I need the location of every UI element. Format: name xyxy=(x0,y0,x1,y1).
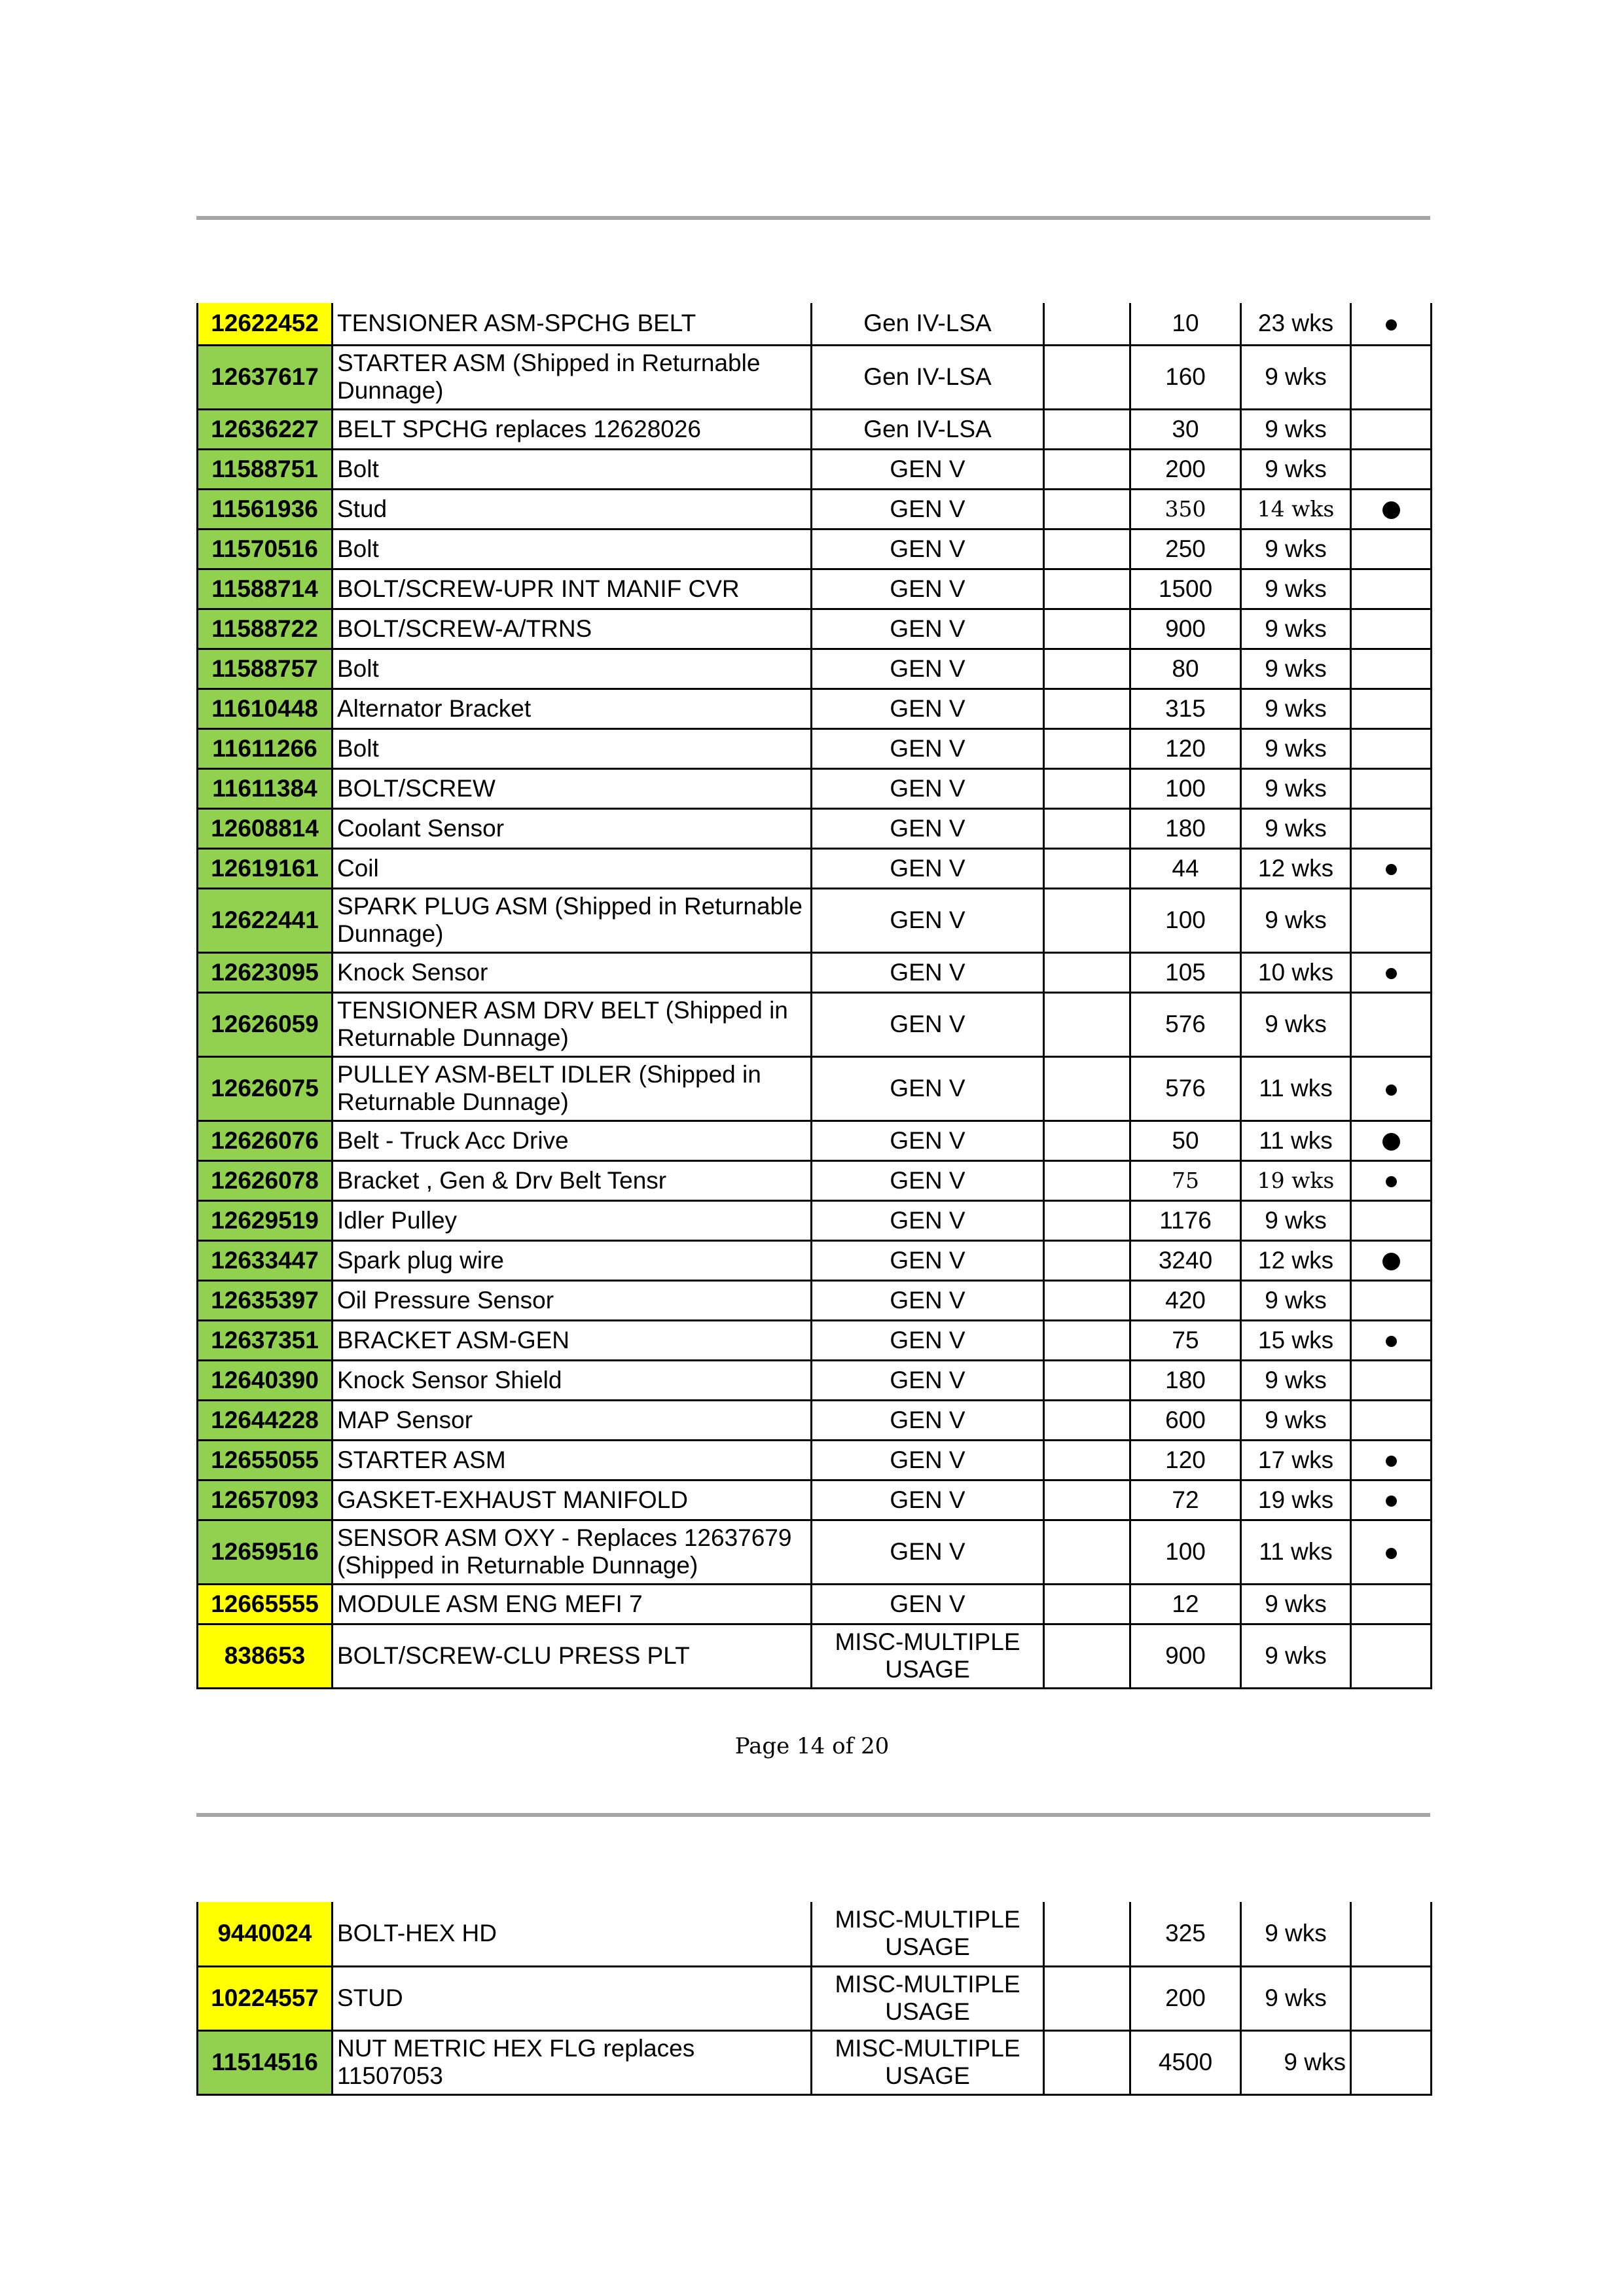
quantity-cell: 250 xyxy=(1130,529,1241,569)
platform-cell: Gen IV-LSA xyxy=(812,409,1044,449)
blank-cell xyxy=(1044,1360,1130,1400)
part-number-cell: 12626078 xyxy=(198,1160,333,1200)
description-cell: Idler Pulley xyxy=(333,1200,812,1240)
lead-time-cell: 9 wks xyxy=(1241,1400,1351,1440)
platform-cell: GEN V xyxy=(812,888,1044,952)
table-row xyxy=(198,848,1432,888)
bullet-cell xyxy=(1351,1400,1432,1440)
bullet-cell xyxy=(1351,609,1432,649)
blank-cell xyxy=(1044,1584,1130,1624)
part-number-cell: 12626075 xyxy=(198,1056,333,1121)
description-cell: BOLT/SCREW-A/TRNS xyxy=(333,609,812,649)
description-cell: Bolt xyxy=(333,529,812,569)
platform-cell: GEN V xyxy=(812,1280,1044,1320)
description-cell: BELT SPCHG replaces 12628026 xyxy=(333,409,812,449)
bullet-cell xyxy=(1351,1360,1432,1400)
part-number-cell: 11570516 xyxy=(198,529,333,569)
part-number-cell: 11588751 xyxy=(198,449,333,489)
bullet-cell xyxy=(1351,1480,1432,1520)
bullet-cell xyxy=(1351,1200,1432,1240)
lead-time-cell: 9 wks xyxy=(1241,1360,1351,1400)
table-row xyxy=(198,1360,1432,1400)
bullet-icon xyxy=(1382,1133,1400,1151)
platform-cell: GEN V xyxy=(812,808,1044,848)
lead-time-cell: 10 wks xyxy=(1241,952,1351,992)
lead-time-cell: 9 wks xyxy=(1241,1200,1351,1240)
parts-table-page-14 xyxy=(196,303,1432,1689)
description-cell: Bolt xyxy=(333,728,812,768)
quantity-cell: 1176 xyxy=(1130,1200,1241,1240)
description-cell: BRACKET ASM-GEN xyxy=(333,1320,812,1360)
platform-cell: MISC-MULTIPLE USAGE xyxy=(812,2030,1044,2094)
lead-time-cell: 19 wks xyxy=(1241,1480,1351,1520)
bullet-icon xyxy=(1386,319,1397,331)
part-number-cell: 9440024 xyxy=(198,1902,333,1966)
quantity-cell: 75 xyxy=(1130,1160,1241,1200)
part-number-cell: 12665555 xyxy=(198,1584,333,1624)
lead-time-cell: 23 wks xyxy=(1241,303,1351,345)
bullet-cell xyxy=(1351,1056,1432,1121)
bullet-icon xyxy=(1382,501,1400,519)
platform-cell: GEN V xyxy=(812,992,1044,1056)
quantity-cell: 900 xyxy=(1130,1624,1241,1688)
table-row xyxy=(198,1240,1432,1280)
bullet-cell xyxy=(1351,1902,1432,1966)
quantity-cell: 120 xyxy=(1130,1440,1241,1480)
quantity-cell: 576 xyxy=(1130,1056,1241,1121)
description-cell: Oil Pressure Sensor xyxy=(333,1280,812,1320)
bullet-cell xyxy=(1351,569,1432,609)
table-row xyxy=(198,689,1432,728)
table-row xyxy=(198,409,1432,449)
platform-cell: GEN V xyxy=(812,649,1044,689)
table-row xyxy=(198,1584,1432,1624)
table-row xyxy=(198,529,1432,569)
part-number-cell: 11561936 xyxy=(198,489,333,529)
quantity-cell: 4500 xyxy=(1130,2030,1241,2094)
quantity-cell: 350 xyxy=(1130,489,1241,529)
header-rule-bottom xyxy=(196,1813,1430,1817)
platform-cell: MISC-MULTIPLE USAGE xyxy=(812,1966,1044,2030)
lead-time-cell: 9 wks xyxy=(1241,768,1351,808)
platform-cell: GEN V xyxy=(812,1320,1044,1360)
description-cell: TENSIONER ASM DRV BELT (Shipped in Returnable Dunnage) xyxy=(333,992,812,1056)
platform-cell: GEN V xyxy=(812,1400,1044,1440)
blank-cell xyxy=(1044,1240,1130,1280)
blank-cell xyxy=(1044,848,1130,888)
platform-cell: GEN V xyxy=(812,1160,1044,1200)
lead-time-cell: 9 wks xyxy=(1241,808,1351,848)
part-number-cell: 12622441 xyxy=(198,888,333,952)
platform-cell: Gen IV-LSA xyxy=(812,303,1044,345)
description-cell: Bolt xyxy=(333,649,812,689)
platform-cell: GEN V xyxy=(812,1240,1044,1280)
blank-cell xyxy=(1044,1160,1130,1200)
parts-table-page-15 xyxy=(196,1902,1432,2096)
blank-cell xyxy=(1044,529,1130,569)
description-cell: Knock Sensor xyxy=(333,952,812,992)
lead-time-cell: 15 wks xyxy=(1241,1320,1351,1360)
description-cell: Coolant Sensor xyxy=(333,808,812,848)
platform-cell: GEN V xyxy=(812,689,1044,728)
lead-time-cell: 9 wks xyxy=(1241,409,1351,449)
blank-cell xyxy=(1044,768,1130,808)
part-number-cell: 12659516 xyxy=(198,1520,333,1584)
description-cell: STARTER ASM xyxy=(333,1440,812,1480)
blank-cell xyxy=(1044,649,1130,689)
bullet-cell xyxy=(1351,689,1432,728)
part-number-cell: 11588722 xyxy=(198,609,333,649)
part-number-cell: 11514516 xyxy=(198,2030,333,2094)
blank-cell xyxy=(1044,1520,1130,1584)
description-cell: Spark plug wire xyxy=(333,1240,812,1280)
bullet-icon xyxy=(1386,1496,1397,1507)
bullet-icon xyxy=(1386,1336,1397,1347)
lead-time-cell: 9 wks xyxy=(1241,1902,1351,1966)
bullet-cell xyxy=(1351,1584,1432,1624)
lead-time-cell: 9 wks xyxy=(1241,1966,1351,2030)
blank-cell xyxy=(1044,992,1130,1056)
description-cell: NUT METRIC HEX FLG replaces 11507053 xyxy=(333,2030,812,2094)
description-cell: Bolt xyxy=(333,449,812,489)
description-cell: Knock Sensor Shield xyxy=(333,1360,812,1400)
platform-cell: GEN V xyxy=(812,768,1044,808)
description-cell: STUD xyxy=(333,1966,812,2030)
lead-time-cell: 11 wks xyxy=(1241,1121,1351,1160)
blank-cell xyxy=(1044,1440,1130,1480)
quantity-cell: 30 xyxy=(1130,409,1241,449)
table-row xyxy=(198,609,1432,649)
bullet-cell xyxy=(1351,1440,1432,1480)
platform-cell: GEN V xyxy=(812,1440,1044,1480)
blank-cell xyxy=(1044,569,1130,609)
part-number-cell: 12619161 xyxy=(198,848,333,888)
quantity-cell: 120 xyxy=(1130,728,1241,768)
description-cell: BOLT/SCREW-UPR INT MANIF CVR xyxy=(333,569,812,609)
table-row xyxy=(198,992,1432,1056)
bullet-cell xyxy=(1351,808,1432,848)
quantity-cell: 200 xyxy=(1130,449,1241,489)
bullet-cell xyxy=(1351,345,1432,409)
description-cell: Belt - Truck Acc Drive xyxy=(333,1121,812,1160)
blank-cell xyxy=(1044,1966,1130,2030)
lead-time-cell: 9 wks xyxy=(1241,728,1351,768)
blank-cell xyxy=(1044,728,1130,768)
table-row xyxy=(198,1056,1432,1121)
table-row xyxy=(198,768,1432,808)
blank-cell xyxy=(1044,1624,1130,1688)
platform-cell: GEN V xyxy=(812,1584,1044,1624)
description-cell: BOLT/SCREW xyxy=(333,768,812,808)
part-number-cell: 10224557 xyxy=(198,1966,333,2030)
table-row xyxy=(198,1480,1432,1520)
part-number-cell: 11588757 xyxy=(198,649,333,689)
part-number-cell: 12655055 xyxy=(198,1440,333,1480)
quantity-cell: 576 xyxy=(1130,992,1241,1056)
lead-time-cell: 11 wks xyxy=(1241,1056,1351,1121)
platform-cell: GEN V xyxy=(812,569,1044,609)
lead-time-cell: 9 wks xyxy=(1241,689,1351,728)
part-number-cell: 12637617 xyxy=(198,345,333,409)
description-cell: Alternator Bracket xyxy=(333,689,812,728)
bullet-cell xyxy=(1351,1966,1432,2030)
table-row xyxy=(198,952,1432,992)
platform-cell: GEN V xyxy=(812,489,1044,529)
quantity-cell: 100 xyxy=(1130,1520,1241,1584)
lead-time-cell: 9 wks xyxy=(1241,2030,1351,2094)
description-cell: BOLT-HEX HD xyxy=(333,1902,812,1966)
bullet-cell xyxy=(1351,992,1432,1056)
bullet-cell xyxy=(1351,1320,1432,1360)
lead-time-cell: 9 wks xyxy=(1241,992,1351,1056)
quantity-cell: 180 xyxy=(1130,1360,1241,1400)
quantity-cell: 180 xyxy=(1130,808,1241,848)
part-number-cell: 11588714 xyxy=(198,569,333,609)
part-number-cell: 12626076 xyxy=(198,1121,333,1160)
quantity-cell: 10 xyxy=(1130,303,1241,345)
platform-cell: GEN V xyxy=(812,952,1044,992)
platform-cell: GEN V xyxy=(812,728,1044,768)
bullet-cell xyxy=(1351,1624,1432,1688)
bullet-cell xyxy=(1351,303,1432,345)
quantity-cell: 1500 xyxy=(1130,569,1241,609)
bullet-cell xyxy=(1351,888,1432,952)
platform-cell: Gen IV-LSA xyxy=(812,345,1044,409)
blank-cell xyxy=(1044,689,1130,728)
lead-time-cell: 9 wks xyxy=(1241,609,1351,649)
blank-cell xyxy=(1044,1056,1130,1121)
quantity-cell: 105 xyxy=(1130,952,1241,992)
blank-cell xyxy=(1044,808,1130,848)
table-row xyxy=(198,1320,1432,1360)
bullet-cell xyxy=(1351,2030,1432,2094)
bullet-cell xyxy=(1351,649,1432,689)
table-row xyxy=(198,303,1432,345)
description-cell: Coil xyxy=(333,848,812,888)
table-row xyxy=(198,1160,1432,1200)
lead-time-cell: 17 wks xyxy=(1241,1440,1351,1480)
part-number-cell: 12635397 xyxy=(198,1280,333,1320)
table-row xyxy=(198,649,1432,689)
quantity-cell: 75 xyxy=(1130,1320,1241,1360)
blank-cell xyxy=(1044,1902,1130,1966)
part-number-cell: 11611384 xyxy=(198,768,333,808)
bullet-cell xyxy=(1351,848,1432,888)
lead-time-cell: 9 wks xyxy=(1241,649,1351,689)
quantity-cell: 100 xyxy=(1130,888,1241,952)
blank-cell xyxy=(1044,609,1130,649)
platform-cell: GEN V xyxy=(812,1480,1044,1520)
part-number-cell: 12640390 xyxy=(198,1360,333,1400)
quantity-cell: 50 xyxy=(1130,1121,1241,1160)
description-cell: Bracket , Gen & Drv Belt Tensr xyxy=(333,1160,812,1200)
bullet-cell xyxy=(1351,1160,1432,1200)
table-row xyxy=(198,1400,1432,1440)
part-number-cell: 11610448 xyxy=(198,689,333,728)
quantity-cell: 80 xyxy=(1130,649,1241,689)
quantity-cell: 160 xyxy=(1130,345,1241,409)
description-cell: MAP Sensor xyxy=(333,1400,812,1440)
blank-cell xyxy=(1044,489,1130,529)
blank-cell xyxy=(1044,1320,1130,1360)
table-row xyxy=(198,1200,1432,1240)
platform-cell: GEN V xyxy=(812,848,1044,888)
part-number-cell: 11611266 xyxy=(198,728,333,768)
quantity-cell: 600 xyxy=(1130,1400,1241,1440)
part-number-cell: 12629519 xyxy=(198,1200,333,1240)
bullet-icon xyxy=(1386,864,1397,875)
lead-time-cell: 9 wks xyxy=(1241,1280,1351,1320)
description-cell: SPARK PLUG ASM (Shipped in Returnable Dunnage) xyxy=(333,888,812,952)
lead-time-cell: 9 wks xyxy=(1241,888,1351,952)
platform-cell: GEN V xyxy=(812,1121,1044,1160)
blank-cell xyxy=(1044,1200,1130,1240)
blank-cell xyxy=(1044,952,1130,992)
part-number-cell: 12622452 xyxy=(198,303,333,345)
bullet-cell xyxy=(1351,728,1432,768)
quantity-cell: 44 xyxy=(1130,848,1241,888)
quantity-cell: 72 xyxy=(1130,1480,1241,1520)
blank-cell xyxy=(1044,1280,1130,1320)
platform-cell: GEN V xyxy=(812,1056,1044,1121)
description-cell: SENSOR ASM OXY - Replaces 12637679 (Shipped in Returnable Dunnage) xyxy=(333,1520,812,1584)
table-row xyxy=(198,1966,1432,2030)
bullet-cell xyxy=(1351,489,1432,529)
table-row xyxy=(198,1121,1432,1160)
table-row xyxy=(198,728,1432,768)
bullet-cell xyxy=(1351,768,1432,808)
description-cell: Stud xyxy=(333,489,812,529)
platform-cell: MISC-MULTIPLE USAGE xyxy=(812,1902,1044,1966)
quantity-cell: 200 xyxy=(1130,1966,1241,2030)
bullet-cell xyxy=(1351,1240,1432,1280)
table-row xyxy=(198,2030,1432,2094)
lead-time-cell: 9 wks xyxy=(1241,569,1351,609)
lead-time-cell: 9 wks xyxy=(1241,1624,1351,1688)
part-number-cell: 12636227 xyxy=(198,409,333,449)
lead-time-cell: 9 wks xyxy=(1241,449,1351,489)
lead-time-cell: 9 wks xyxy=(1241,345,1351,409)
table-row xyxy=(198,1624,1432,1688)
platform-cell: GEN V xyxy=(812,529,1044,569)
table-row xyxy=(198,1520,1432,1584)
platform-cell: GEN V xyxy=(812,1520,1044,1584)
table-row xyxy=(198,1280,1432,1320)
quantity-cell: 12 xyxy=(1130,1584,1241,1624)
platform-cell: GEN V xyxy=(812,609,1044,649)
bullet-cell xyxy=(1351,1520,1432,1584)
quantity-cell: 3240 xyxy=(1130,1240,1241,1280)
description-cell: GASKET-EXHAUST MANIFOLD xyxy=(333,1480,812,1520)
bullet-icon xyxy=(1386,1548,1397,1559)
blank-cell xyxy=(1044,303,1130,345)
blank-cell xyxy=(1044,888,1130,952)
bullet-cell xyxy=(1351,1121,1432,1160)
lead-time-cell: 19 wks xyxy=(1241,1160,1351,1200)
part-number-cell: 12637351 xyxy=(198,1320,333,1360)
description-cell: TENSIONER ASM-SPCHG BELT xyxy=(333,303,812,345)
blank-cell xyxy=(1044,2030,1130,2094)
bullet-cell xyxy=(1351,409,1432,449)
lead-time-cell: 9 wks xyxy=(1241,529,1351,569)
quantity-cell: 900 xyxy=(1130,609,1241,649)
part-number-cell: 12633447 xyxy=(198,1240,333,1280)
table-row xyxy=(198,345,1432,409)
table-row xyxy=(198,489,1432,529)
part-number-cell: 12644228 xyxy=(198,1400,333,1440)
platform-cell: GEN V xyxy=(812,1360,1044,1400)
table-row xyxy=(198,808,1432,848)
platform-cell: GEN V xyxy=(812,449,1044,489)
quantity-cell: 315 xyxy=(1130,689,1241,728)
platform-cell: MISC-MULTIPLE USAGE xyxy=(812,1624,1044,1688)
description-cell: MODULE ASM ENG MEFI 7 xyxy=(333,1584,812,1624)
bullet-icon xyxy=(1386,968,1397,979)
blank-cell xyxy=(1044,409,1130,449)
part-number-cell: 12626059 xyxy=(198,992,333,1056)
quantity-cell: 325 xyxy=(1130,1902,1241,1966)
part-number-cell: 12608814 xyxy=(198,808,333,848)
lead-time-cell: 14 wks xyxy=(1241,489,1351,529)
description-cell: PULLEY ASM-BELT IDLER (Shipped in Returnable Dunnage) xyxy=(333,1056,812,1121)
table-row xyxy=(198,449,1432,489)
bullet-icon xyxy=(1386,1456,1397,1467)
description-cell: BOLT/SCREW-CLU PRESS PLT xyxy=(333,1624,812,1688)
blank-cell xyxy=(1044,1121,1130,1160)
bullet-icon xyxy=(1386,1176,1397,1187)
header-rule-top xyxy=(196,216,1430,220)
bullet-cell xyxy=(1351,952,1432,992)
part-number-cell: 12623095 xyxy=(198,952,333,992)
platform-cell: GEN V xyxy=(812,1200,1044,1240)
blank-cell xyxy=(1044,1480,1130,1520)
part-number-cell: 838653 xyxy=(198,1624,333,1688)
bullet-icon xyxy=(1386,1085,1397,1096)
table-row xyxy=(198,888,1432,952)
lead-time-cell: 11 wks xyxy=(1241,1520,1351,1584)
description-cell: STARTER ASM (Shipped in Returnable Dunnage) xyxy=(333,345,812,409)
blank-cell xyxy=(1044,449,1130,489)
table-row xyxy=(198,1902,1432,1966)
bullet-cell xyxy=(1351,449,1432,489)
lead-time-cell: 12 wks xyxy=(1241,848,1351,888)
lead-time-cell: 12 wks xyxy=(1241,1240,1351,1280)
page-footer: Page 14 of 20 xyxy=(734,1733,890,1759)
table-row xyxy=(198,569,1432,609)
quantity-cell: 100 xyxy=(1130,768,1241,808)
blank-cell xyxy=(1044,1400,1130,1440)
quantity-cell: 420 xyxy=(1130,1280,1241,1320)
lead-time-cell: 9 wks xyxy=(1241,1584,1351,1624)
bullet-icon xyxy=(1382,1253,1400,1270)
bullet-cell xyxy=(1351,1280,1432,1320)
table-row xyxy=(198,1440,1432,1480)
bullet-cell xyxy=(1351,529,1432,569)
blank-cell xyxy=(1044,345,1130,409)
part-number-cell: 12657093 xyxy=(198,1480,333,1520)
